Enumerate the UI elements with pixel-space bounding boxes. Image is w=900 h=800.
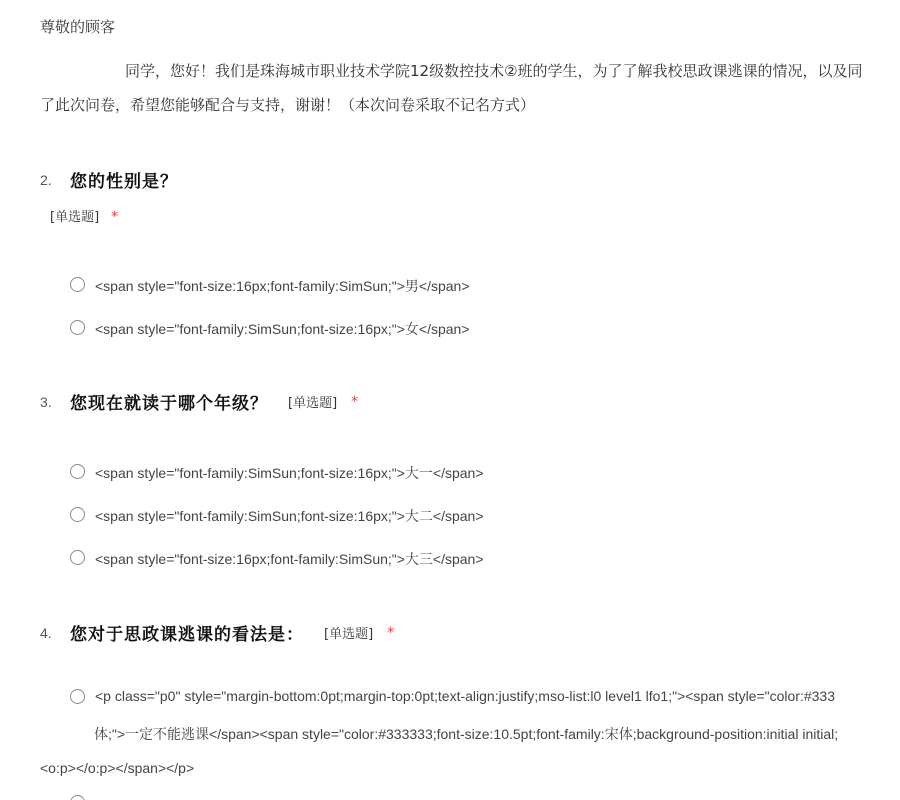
option-junior[interactable] (70, 549, 484, 569)
question-type-badge: [单选题] (288, 396, 338, 411)
question-title: 您对于思政课逃课的看法是： (70, 625, 304, 645)
intro-line-2: 了此次问卷，希望您能够配合与支持，谢谢！（本次问卷采取不记名方式） (40, 96, 536, 114)
option-label-line-2[interactable]: 体;">一定不能逃课</span><span style="color:#333333;font-size:10.5pt;font-family:宋体;background-position:initial initial; (94, 726, 839, 742)
question-type-badge: [单选题] (50, 210, 100, 225)
question-title: 您的性别是？ (70, 172, 178, 192)
radio-button[interactable] (70, 320, 85, 335)
radio-button[interactable] (70, 277, 85, 292)
option-label[interactable]: <span style="font-family:SimSun;font-size:16px;">大一</span> (95, 465, 484, 481)
option-female[interactable] (70, 319, 470, 339)
intro-text (40, 54, 900, 122)
required-mark: * (387, 624, 395, 641)
option-label-line-3[interactable]: <o:p></o:p></span></p> (40, 760, 195, 776)
option-label[interactable]: <span style="font-family:SimSun;font-size:16px;">女</span> (95, 321, 470, 337)
option-must-not-skip[interactable] (40, 688, 900, 776)
greeting: 尊敬的顾客 (40, 18, 116, 36)
radio-button[interactable] (70, 550, 85, 565)
required-mark: * (111, 209, 119, 225)
intro-line-1: 同学，您好！我们是珠海城市职业技术学院12级数控技术②班的学生，为了了解我校思政课逃课的情况，以及同 (125, 62, 863, 80)
question-number: 4. (40, 624, 52, 641)
option-male[interactable] (70, 276, 470, 296)
radio-button[interactable] (70, 507, 85, 522)
question-2-type-line (50, 206, 118, 225)
question-type-badge: [单选题] (324, 627, 374, 642)
radio-button[interactable] (70, 795, 85, 800)
question-4-header (40, 620, 394, 645)
question-title: 您现在就读于哪个年级？ (70, 394, 268, 414)
question-number: 3. (40, 393, 52, 410)
option-label[interactable]: <span style="font-size:16px;font-family:SimSun;">男</span> (95, 278, 470, 294)
option-sophomore[interactable] (70, 506, 484, 526)
option-label[interactable]: <span style="font-size:16px;font-family:SimSun;">大三</span> (95, 551, 484, 567)
radio-button[interactable] (70, 689, 85, 704)
radio-button[interactable] (70, 464, 85, 479)
option-label-line-1[interactable]: <p class="p0" style="margin-bottom:0pt;margin-top:0pt;text-align:justify;mso-list:l0 level1 lfo1;"><span style="color:#333 (95, 688, 835, 704)
option-label[interactable]: <span style="font-family:SimSun;font-size:16px;">大二</span> (95, 508, 484, 524)
question-3-header (40, 389, 358, 414)
required-mark: * (351, 393, 359, 410)
question-2-header (40, 167, 178, 192)
option-freshman[interactable] (70, 463, 484, 483)
question-number: 2. (40, 171, 52, 188)
